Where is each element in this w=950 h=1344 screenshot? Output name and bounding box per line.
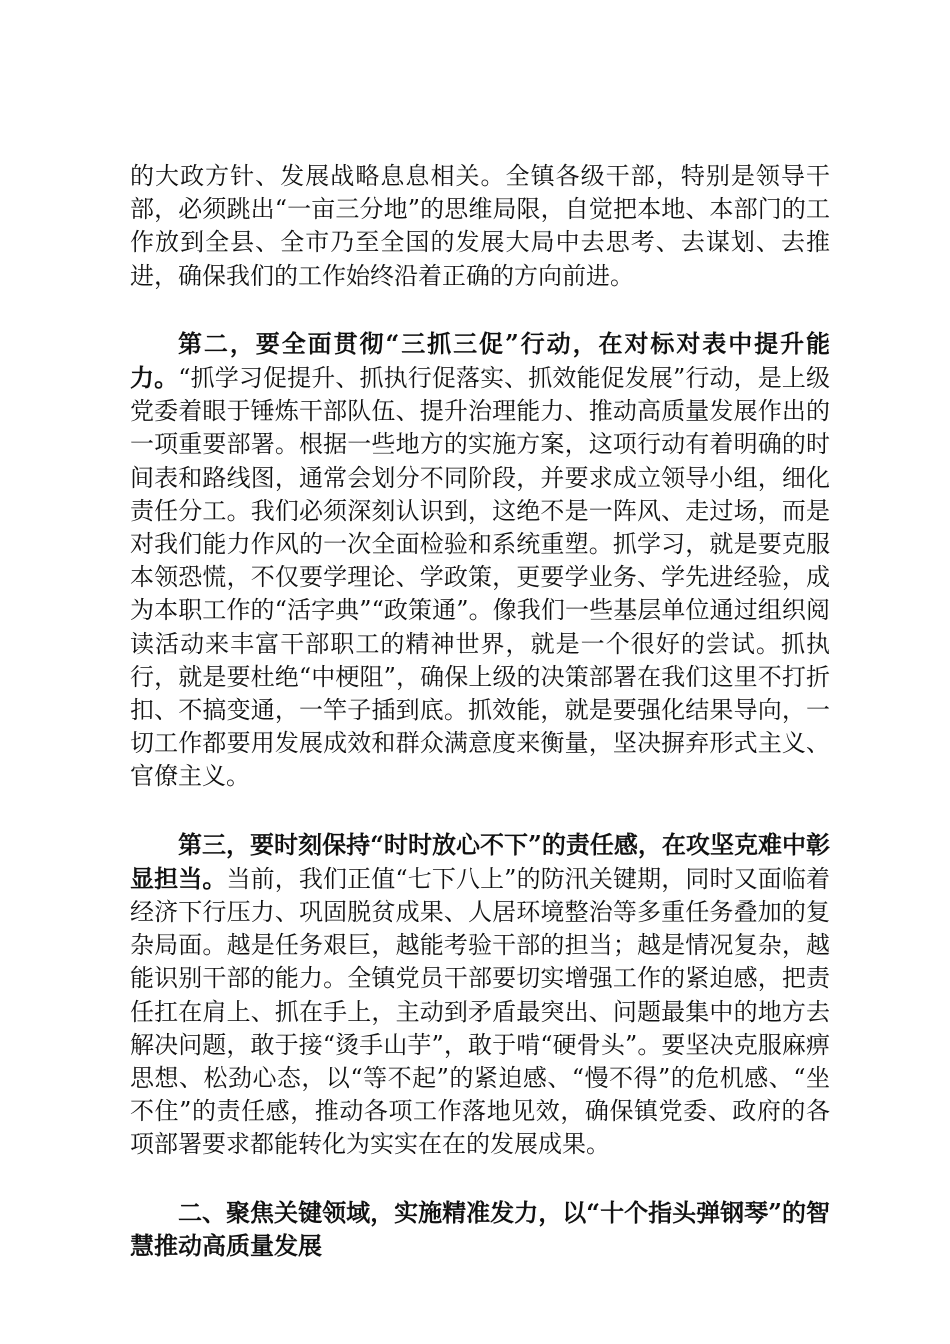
paragraph-second-point	[130, 327, 830, 794]
paragraph-text: 当前，我们正值“七下八上”的防汛关键期，同时又面临着经济下行压力、巩固脱贫成果、人居环境整治等多重任务叠加的复杂局面。越是任务艰巨，越能考验干部的担当；越是情况复杂，越能识别干部的能力。全镇党员干部要切实增强工作的紧迫感，把责任扛在肩上、抓在手上，主动到矛盾最突出、问题最集中的地方去解决问题，敢于接“烫手山芋”，敢于啃“硬骨头”。要坚决克服麻痹思想、松劲心态，以“等不起”的紧迫感、“慢不得”的危机感、“坐不住”的责任感，推动各项工作落地见效，确保镇党委、政府的各项部署要求都能转化为实实在在的发展成果。	[130, 864, 830, 1159]
paragraph-text: 的大政方针、发展战略息息相关。全镇各级干部，特别是领导干部，必须跳出“一亩三分地”的思维局限，自觉把本地、本部门的工作放到全县、全市乃至全国的发展大局中去思考、去谋划、去推进，确保我们的工作始终沿着正确的方向前进。	[130, 162, 830, 290]
paragraph-continuation	[130, 160, 830, 293]
section-heading: 二、聚焦关键领域，实施精准发力，以“十个指头弹钢琴”的智慧推动高质量发展	[130, 1197, 830, 1260]
paragraph-lead-heading: 第二，要全面贯彻“三抓三促”行动，在对标对表中提升能力。	[130, 328, 830, 393]
document-page	[130, 160, 830, 1296]
paragraph-lead-heading: 第三，要时刻保持“时时放心不下”的责任感，在攻坚克难中彰显担当。	[130, 829, 830, 893]
paragraph-text: “抓学习促提升、抓执行促落实、抓效能促发展”行动，是上级党委着眼于锤炼干部队伍、提升治理能力、推动高质量发展作出的一项重要部署。根据一些地方的实施方案，这项行动有着明确的时间表和路线图，通常会划分不同阶段，并要求成立领导小组，细化责任分工。我们必须深刻认识到，这绝不是一阵风、走过场，而是对我们能力作风的一次全面检验和系统重塑。抓学习，就是要克服本领恐慌，不仅要学理论、学政策，更要学业务、学先进经验，成为本职工作的“活字典”“政策通”。像我们一些基层单位通过组织阅读活动来丰富干部职工的精神世界，就是一个很好的尝试。抓执行，就是要杜绝“中梗阻”，确保上级的决策部署在我们这里不打折扣、不搞变通，一竿子插到底。抓效能，就是要强化结果导向，一切工作都要用发展成效和群众满意度来衡量，坚决摒弃形式主义、官僚主义。	[130, 364, 831, 791]
paragraph-third-point	[130, 828, 830, 1162]
